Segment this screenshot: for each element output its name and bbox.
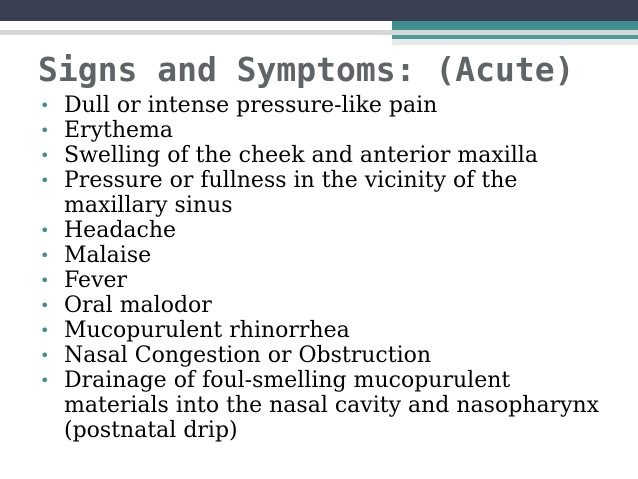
bullet-dot-icon: • <box>40 121 50 140</box>
bullet-text: Dull or intense pressure-like pain <box>64 93 438 118</box>
bullet-dot-icon: • <box>40 96 50 115</box>
bullet-dot-icon: • <box>40 146 50 165</box>
bullet-dot-icon: • <box>40 321 50 340</box>
bullet-text: Malaise <box>64 243 152 268</box>
list-item <box>40 293 620 318</box>
bullet-dot-icon: • <box>40 246 50 265</box>
list-item <box>40 118 620 143</box>
slide-title: Signs and Symptoms: (Acute) <box>38 50 575 89</box>
list-item <box>40 318 620 343</box>
list-item <box>40 343 620 368</box>
bullet-dot-icon: • <box>40 221 50 240</box>
bullet-text: Mucopurulent rhinorrhea <box>64 318 350 343</box>
bullet-text: Pressure or fullness in the vicinity of the maxillary sinus <box>64 168 518 218</box>
bullet-dot-icon: • <box>40 371 50 390</box>
bullet-text: Nasal Congestion or Obstruction <box>64 343 432 368</box>
bullet-text: Erythema <box>64 118 174 143</box>
bullet-list <box>40 93 620 443</box>
bullet-text: Swelling of the cheek and anterior maxilla <box>64 143 538 168</box>
bullet-text: Drainage of foul-smelling mucopurulent materials into the nasal cavity and nasopharynx (postnatal drip) <box>64 368 600 443</box>
bullet-text: Fever <box>64 268 128 293</box>
list-item <box>40 93 620 118</box>
header-band-teal <box>392 21 638 30</box>
bullet-text: Headache <box>64 218 177 243</box>
list-item <box>40 168 620 218</box>
list-item <box>40 143 620 168</box>
list-item <box>40 243 620 268</box>
header-band-light <box>392 39 638 45</box>
list-item <box>40 368 620 443</box>
list-item <box>40 268 620 293</box>
list-item <box>40 218 620 243</box>
bullet-text: Oral malodor <box>64 293 212 318</box>
bullet-dot-icon: • <box>40 271 50 290</box>
bullet-dot-icon: • <box>40 171 50 190</box>
bullet-dot-icon: • <box>40 346 50 365</box>
bullet-dot-icon: • <box>40 296 50 315</box>
header-band-dark <box>0 0 638 21</box>
